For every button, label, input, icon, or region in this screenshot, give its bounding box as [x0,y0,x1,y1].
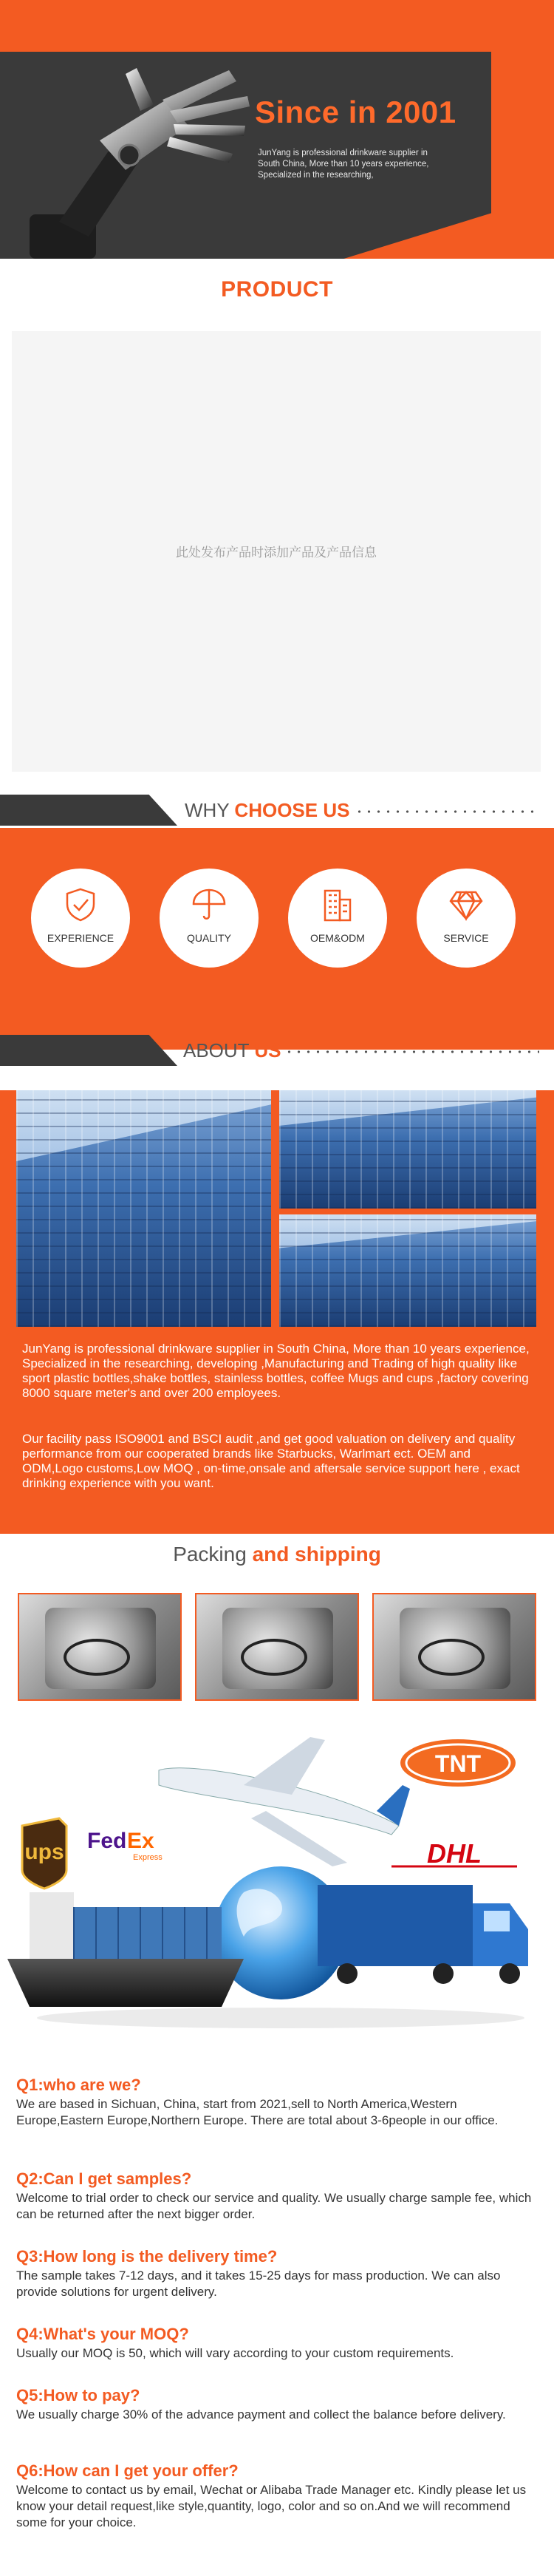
diamond-icon [448,886,485,923]
faq-item-4 [16,2325,538,2362]
svg-text:ups: ups [24,1840,64,1864]
about-paragraph-2: Our facility pass ISO9001 and BSCI audit ,and get good valuation on delivery and quality performance from our cooperated brands like Starbucks, Warlmart ect. OEM and ODM,Logo customs,Low MOQ , on-time,onsale and aftersale service support here , exact drinking experience with you want. [22,1432,520,1490]
faq-question: Q5:How to pay? [16,2386,140,2405]
about-paragraph-1: JunYang is professional drinkware supplier in South China, More than 10 years experience, Specialized in the researching, developing ,Manufacturing and Trading of high quality like sport plastic bottles,shake bottles, stainless bottles, coffee Mugs and cups ,factory covering 8000 square meter's and over 200 employees. [22,1342,530,1400]
product-heading: PRODUCT [221,277,333,302]
building-photo-top-right [279,1090,536,1209]
hero-banner [0,0,554,259]
umbrella-icon [191,886,228,923]
faq-answer: Welcome to contact us by email, Wechat or Alibaba Trade Manager etc. Kindly please let us know your detail request,like style,quantity, logo, color and so on.And we will recommend some for your choice. [16,2483,527,2529]
about-panel [0,1090,554,1534]
faq-question: Q4:What's your MOQ? [16,2325,189,2343]
dotted-divider [284,1050,539,1053]
faq-item-1 [16,2076,538,2129]
why-item-experience [31,869,130,968]
why-heading: WHY CHOOSE US [185,799,350,821]
ups-logo [22,1818,66,1889]
hero-title: Since in 2001 [255,95,456,129]
svg-text:Express: Express [133,1853,163,1862]
packing-photo-1 [18,1593,182,1701]
building-photo-bottom-right [279,1214,536,1327]
why-item-oem-odm [288,869,387,968]
svg-text:Ex: Ex [127,1829,154,1853]
faq-item-5 [16,2386,538,2423]
packing-heading: Packing and shipping [173,1543,381,1566]
faq-answer: The sample takes 7-12 days, and it takes 15-25 days for mass production. We can also provide solutions for urgent delivery. [16,2269,501,2299]
building-photo-left [16,1090,271,1327]
svg-text:Fed: Fed [87,1829,127,1853]
faq-answer: We usually charge 30% of the advance payment and collect the balance before delivery. [16,2407,506,2422]
why-item-label: EXPERIENCE [47,932,114,944]
faq-question: Q1:who are we? [16,2076,141,2094]
product-placeholder-text: 此处发布产品时添加产品及产品信息 [176,546,377,560]
faq-item-2 [16,2169,538,2223]
tnt-logo [400,1739,516,1787]
dhl-logo [391,1838,517,1869]
why-item-quality [160,869,259,968]
packing-photo-3 [372,1593,536,1701]
why-item-label: SERVICE [443,932,489,944]
why-item-service [417,869,516,968]
band-dark-shape [0,795,177,826]
about-heading: ABOUT US [183,1039,281,1061]
svg-text:DHL: DHL [427,1838,482,1869]
faq-question: Q2:Can I get samples? [16,2169,192,2188]
svg-text:TNT: TNT [434,1750,482,1777]
faq-answer: We are based in Sichuan, China, start from 2021,sell to North America,Western Europe,Eastern Europe,Northern Europe. There are total about 3-6people in our office. [16,2097,499,2127]
why-item-label: OEM&ODM [310,932,365,944]
hero-subtitle: JunYang is professional drinkware supplier in South China, More than 10 years experience, Specialized in the researching, [258,149,429,180]
why-panel [0,828,554,1050]
product-placeholder-box [12,331,541,772]
packing-photo-2 [195,1593,359,1701]
band-dark-shape [0,1035,177,1066]
robot-hand-illustration [30,30,281,259]
faq-question: Q3:How long is the delivery time? [16,2247,278,2266]
why-band [0,795,554,826]
about-band [0,1035,554,1066]
building-icon [319,886,356,923]
shipping-logistics-illustration [0,1715,554,2033]
cargo-ship-icon [7,1892,244,2007]
faq-answer: Usually our MOQ is 50, which will vary according to your custom requirements. [16,2346,454,2360]
faq-answer: Welcome to trial order to check our service and quality. We usually charge sample fee, which can be returned after the next bigger order. [16,2191,532,2221]
fedex-logo [87,1829,163,1862]
shield-check-icon [62,886,99,923]
faq-item-3 [16,2247,538,2300]
dotted-divider [355,810,539,813]
airplane-icon [159,1737,410,1866]
why-item-label: QUALITY [187,932,231,944]
faq-question: Q6:How can I get your offer? [16,2461,239,2480]
truck-icon [318,1885,528,1984]
faq-item-6 [16,2461,538,2531]
